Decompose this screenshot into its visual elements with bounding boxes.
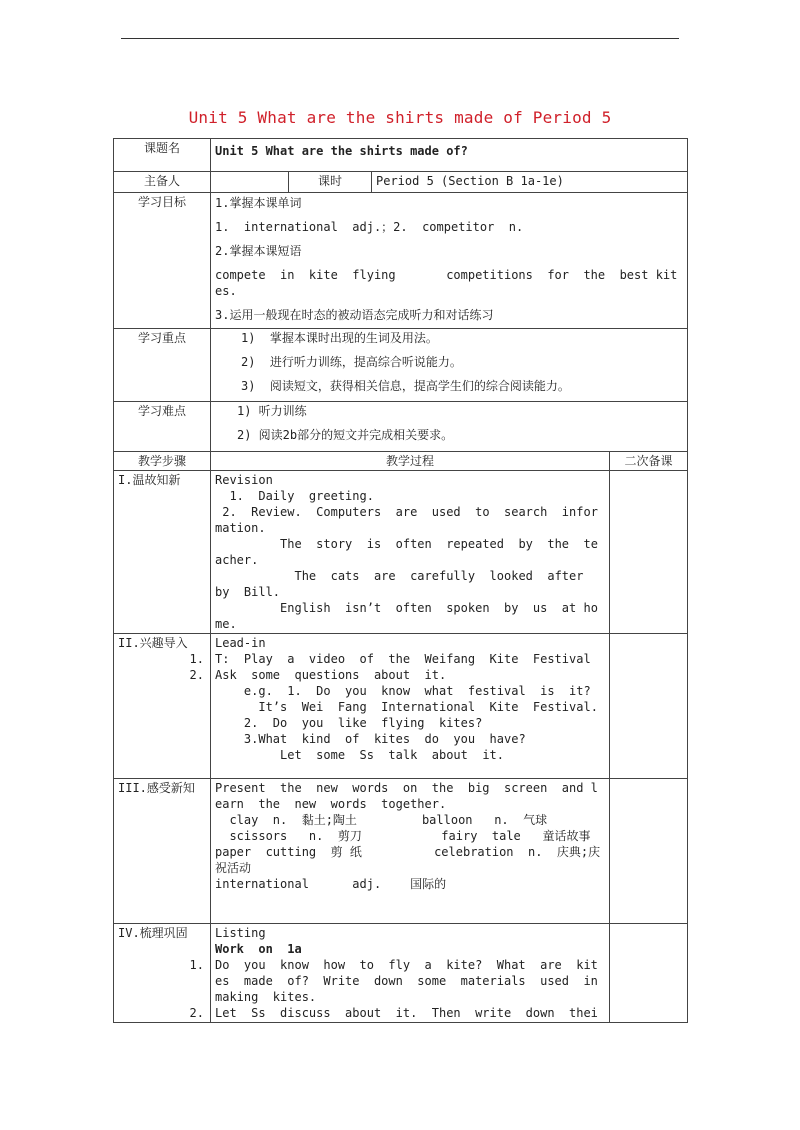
step-label: IV.梳理巩固 [118, 926, 188, 940]
step-content [211, 924, 610, 1023]
step-content [211, 634, 610, 779]
step-number: 2. [189, 1006, 204, 1020]
topic-row [114, 139, 688, 172]
step-label-cell [114, 924, 211, 1023]
key-points-content [211, 329, 688, 402]
goal-line: 1.掌握本课单词 [215, 196, 302, 210]
step-line: scissors n. 剪刀 fairy tale 童话故事 [215, 829, 591, 843]
step-line: Revision [215, 473, 273, 487]
step-notes [610, 924, 688, 1023]
step-number: 2. [189, 668, 204, 682]
key-point-line: 1) 掌握本课时出现的生词及用法。 [241, 331, 438, 345]
step-row [114, 924, 688, 1023]
topic-value: Unit 5 What are the shirts made of? [211, 139, 688, 172]
goals-row [114, 193, 688, 329]
key-point-line: 2) 进行听力训练，提高综合听说能力。 [241, 355, 462, 369]
step-notes [610, 634, 688, 779]
step-line: Present the new words on the big screen and learn the new words together. [215, 781, 598, 811]
steps-column-header: 教学步骤 [114, 452, 211, 471]
step-label: III.感受新知 [114, 779, 211, 924]
period-label: 课时 [289, 172, 372, 193]
step-line: The story is often repeated by the teacher. [215, 537, 598, 567]
step-line: Let Ss discuss about it. Then write down thei [215, 1006, 598, 1020]
difficulties-content [211, 402, 688, 452]
header-rule [121, 38, 679, 39]
step-line: 2. Do you like flying kites? [215, 716, 483, 730]
difficulty-line: 1) 听力训练 [237, 404, 307, 418]
step-notes [610, 779, 688, 924]
key-point-line: 3) 阅读短文，获得相关信息，提高学生们的综合阅读能力。 [241, 379, 570, 393]
step-line: Do you know how to fly a kite? What are kites made of? Write down some materials used in making kites. [215, 958, 606, 1004]
step-line: clay n. 黏土;陶土 balloon n. 气球 [215, 813, 548, 827]
step-line: 3.What kind of kites do you have? [215, 732, 526, 746]
step-line: Listing [215, 926, 266, 940]
preparer-value [211, 172, 289, 193]
step-line: T: Play a video of the Weifang Kite Festival [215, 652, 591, 666]
difficulties-row [114, 402, 688, 452]
difficulty-line: 2) 阅读2b部分的短文并完成相关要求。 [237, 428, 454, 442]
step-line: The cats are carefully looked after by Bill. [215, 569, 598, 599]
goal-line: 1. international adj.；2. competitor n. [215, 220, 524, 234]
difficulties-label: 学习难点 [114, 402, 211, 452]
column-header-row [114, 452, 688, 471]
step-line: paper cutting 剪 纸 celebration n. 庆典;庆祝活动 [215, 845, 601, 875]
step-row [114, 779, 688, 924]
goals-label: 学习目标 [114, 193, 211, 329]
key-points-label: 学习重点 [114, 329, 211, 402]
step-label-cell [114, 634, 211, 779]
goal-line: compete in kite flying competitions for the best kites. [215, 268, 678, 298]
step-content [211, 779, 610, 924]
key-points-row [114, 329, 688, 402]
step-notes [610, 471, 688, 634]
period-value: Period 5 (Section B 1a-1e) [372, 172, 688, 193]
step-row [114, 634, 688, 779]
step-line: 1. Daily greeting. [215, 489, 374, 503]
step-row [114, 471, 688, 634]
topic-label: 课题名 [114, 139, 211, 172]
goals-content [211, 193, 688, 329]
step-line: Lead-in [215, 636, 266, 650]
goal-line: 2.掌握本课短语 [215, 244, 302, 258]
goal-line: 3.运用一般现在时态的被动语态完成听力和对话练习 [215, 308, 494, 322]
step-number: 1. [189, 958, 204, 972]
step-line: e.g. 1. Do you know what festival is it? [215, 684, 591, 698]
step-heading: Work on 1a [215, 942, 302, 956]
step-label: II.兴趣导入 [118, 636, 188, 650]
process-column-header: 教学过程 [211, 452, 610, 471]
step-line: Let some Ss talk about it. [215, 748, 504, 762]
step-number: 1. [189, 652, 204, 666]
notes-column-header: 二次备课 [610, 452, 688, 471]
document-title: Unit 5 What are the shirts made of Period 5 [188, 108, 612, 127]
step-line: international adj. 国际的 [215, 877, 447, 891]
step-content [211, 471, 610, 634]
step-line: 2. Review. Computers are used to search information. [215, 505, 598, 535]
preparer-label: 主备人 [114, 172, 211, 193]
step-line: It’s Wei Fang International Kite Festival. [215, 700, 598, 714]
lesson-plan-table [113, 138, 688, 1023]
step-line: English isn’t often spoken by us at home. [215, 601, 598, 631]
step-line: Ask some questions about it. [215, 668, 447, 682]
preparer-row [114, 172, 688, 193]
step-label: I.温故知新 [114, 471, 211, 634]
